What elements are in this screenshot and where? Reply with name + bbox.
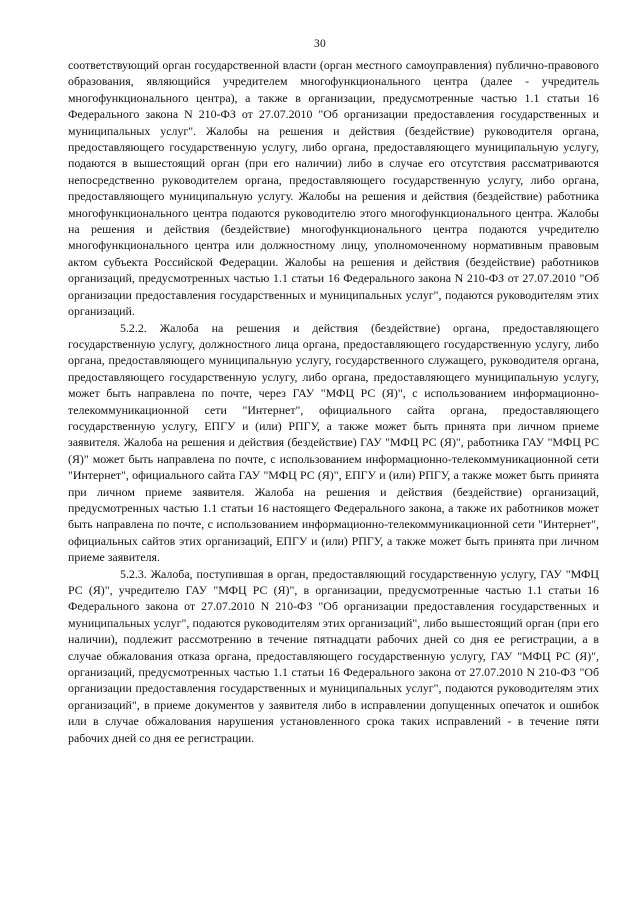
paragraph-5-2-3: 5.2.3. Жалоба, поступившая в орган, предоставляющий государственную услугу, ГАУ "МФЦ РС (Я)", учредителю ГАУ "МФЦ РС (Я)", в организации, предусмотренные частью 1.1 статьи 16 Федерального закона от 27.07.2010 N 210-ФЗ "Об организации предоставления государственных и муниципальных услуг", подаются руководителям этих организаций", либо вышестоящий орган (при его наличии), подлежит рассмотрению в течение пятнадцати рабочих дней со дня ее регистрации, а в случае обжалования отказа органа, предоставляющего государственную услугу, ГАУ "МФЦ РС (Я)", организаций, предусмотренных частью 1.1 статьи 16 Федерального закона от 27.07.2010 N 210-ФЗ "Об организации предоставления государственных и муниципальных услуг", подаются руководителям этих организаций", в приеме документов у заявителя либо в исправлении допущенных опечаток и ошибок или в случае обжалования нарушения установленного срока таких исправлений - в течение пяти рабочих дней со дня ее регистрации. [68,566,599,745]
paragraph-continuation: соответствующий орган государственной власти (орган местного самоуправления) публично-правового образования, являющийся учредителем многофункционального центра (далее - учредитель многофункционального центра), а также в организации, предусмотренные частью 1.1 статьи 16 Федерального закона N 210-ФЗ от 27.07.2010 "Об организации предоставления государственных и муниципальных услуг". Жалобы на решения и действия (бездействие) руководителя органа, предоставляющего государственную услугу, либо органа, предоставляющего муниципальную услугу, подаются в вышестоящий орган (при его наличии) либо в случае его отсутствия рассматриваются непосредственно руководителем органа, предоставляющего государственную услугу, либо органа, предоставляющего муниципальную услугу. Жалобы на решения и действия (бездействие) работника многофункционального центра подаются руководителю этого многофункционального центра. Жалобы на решения и действия (бездействие) многофункционального центра подаются учредителю многофункционального центра или должностному лицу, уполномоченному нормативным правовым актом субъекта Российской Федерации. Жалобы на решения и действия (бездействие) работников организаций, предусмотренных частью 1.1 статьи 16 Федерального закона N 210-ФЗ от 27.07.2010 "Об организации предоставления государственных и муниципальных услуг", подаются руководителям этих организаций. [68,58,599,319]
paragraph-5-2-2: 5.2.2. Жалоба на решения и действия (бездействие) органа, предоставляющего государственную услугу, должностного лица органа, предоставляющего государственную услугу, либо органа, предоставляющего муниципальную услугу, государственного служащего, руководителя органа, предоставляющего государственную услугу, либо органа, предоставляющего муниципальную услугу, может быть направлена по почте, через ГАУ "МФЦ РС (Я)", с использованием информационно-телекоммуникационной сети "Интернет", официального сайта органа, предоставляющего государственную услугу, ЕПГУ и (или) РПГУ, а также может быть принята при личном приеме заявителя. Жалоба на решения и действия (бездействие) ГАУ "МФЦ РС (Я)", работника ГАУ "МФЦ РС (Я)" может быть направлена по почте, с использованием информационно-телекоммуникационной сети "Интернет", официального сайта ГАУ "МФЦ РС (Я)", ЕПГУ и (или) РПГУ, а также может быть принята при личном приеме заявителя. Жалоба на решения и действия (бездействие) организаций, предусмотренных частью 1.1 статьи 16 настоящего Федерального закона, а также их работников может быть направлена по почте, с использованием информационно-телекоммуникационной сети "Интернет", официальных сайтов этих организаций, ЕПГУ и (или) РПГУ, а также может быть принята при личном приеме заявителя. [68,320,599,565]
page-number: 30 [313,38,327,50]
document-body [68,57,599,746]
